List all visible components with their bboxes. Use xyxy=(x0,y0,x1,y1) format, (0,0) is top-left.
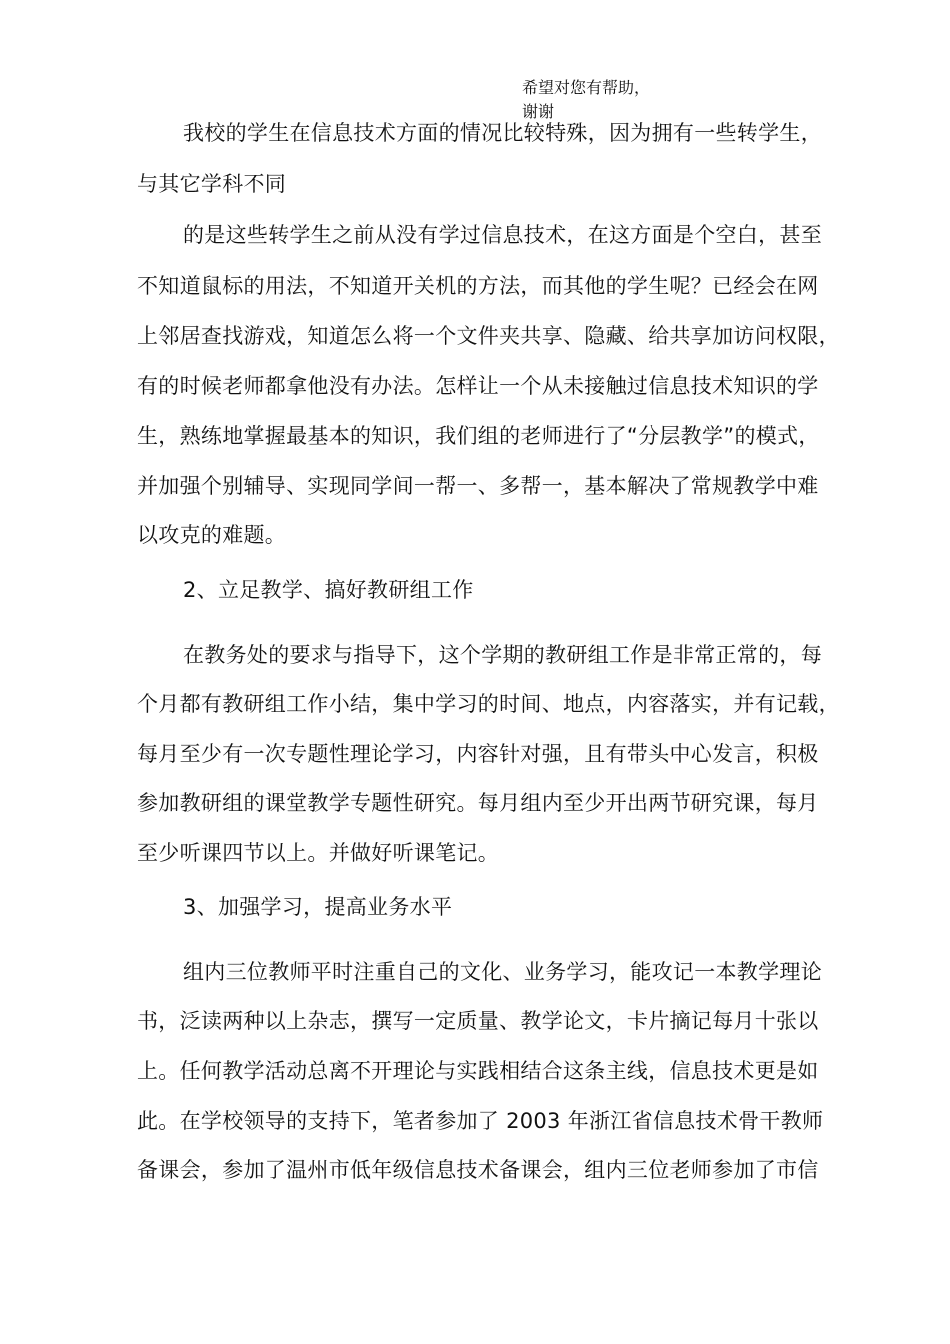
text-line: 上。任何教学活动总离不开理论与实践相结合这条主线，信息技术更是如 xyxy=(137,1059,819,1083)
header-note xyxy=(522,76,650,124)
text-line: 此。在学校领导的支持下，笔者参加了 2003 年浙江省信息技术骨干教师 xyxy=(137,1109,824,1133)
header-note-line-2: 谢谢 xyxy=(522,102,555,121)
text-line: 至少听课四节以上。并做好听课笔记。 xyxy=(137,841,500,865)
text-line: 有的时候老师都拿他没有办法。怎样让一个从未接触过信息技术知识的学 xyxy=(137,374,819,398)
text-line: 个月都有教研组工作小结，集中学习的时间、地点，内容落实，并有记载， xyxy=(137,692,840,716)
text-line: 并加强个别辅导、实现同学间一帮一、多帮一，基本解决了常规教学中难 xyxy=(137,474,819,498)
text-line: 不知道鼠标的用法，不知道开关机的方法，而其他的学生呢？已经会在网 xyxy=(137,274,819,298)
section-heading: 2、立足教学、搞好教研组工作 xyxy=(183,578,474,602)
text-line: 生，熟练地掌握最基本的知识，我们组的老师进行了“分层教学”的模式， xyxy=(137,424,820,448)
section-heading: 3、加强学习，提高业务水平 xyxy=(183,895,453,919)
header-note-line-1: 希望对您有帮助， xyxy=(522,78,651,97)
text-line: 书，泛读两种以上杂志，撰写一定质量、教学论文，卡片摘记每月十张以 xyxy=(137,1009,819,1033)
text-line: 上邻居查找游戏，知道怎么将一个文件夹共享、隐藏、给共享加访问权限， xyxy=(137,324,840,348)
text-line: 参加教研组的课堂教学专题性研究。每月组内至少开出两节研究课，每月 xyxy=(137,791,819,815)
text-line: 在教务处的要求与指导下，这个学期的教研组工作是非常正常的，每 xyxy=(183,643,822,667)
text-line: 与其它学科不同 xyxy=(137,172,287,196)
text-line: 我校的学生在信息技术方面的情况比较特殊，因为拥有一些转学生， xyxy=(183,121,822,145)
text-line: 的是这些转学生之前从没有学过信息技术，在这方面是个空白，甚至 xyxy=(183,223,822,247)
text-line: 每月至少有一次专题性理论学习，内容针对强，且有带头中心发言，积极 xyxy=(137,742,819,766)
text-line: 组内三位教师平时注重自己的文化、业务学习，能攻记一本教学理论 xyxy=(183,960,822,984)
text-line: 备课会，参加了温州市低年级信息技术备课会，组内三位老师参加了市信 xyxy=(137,1158,819,1182)
text-line: 以攻克的难题。 xyxy=(137,523,287,547)
